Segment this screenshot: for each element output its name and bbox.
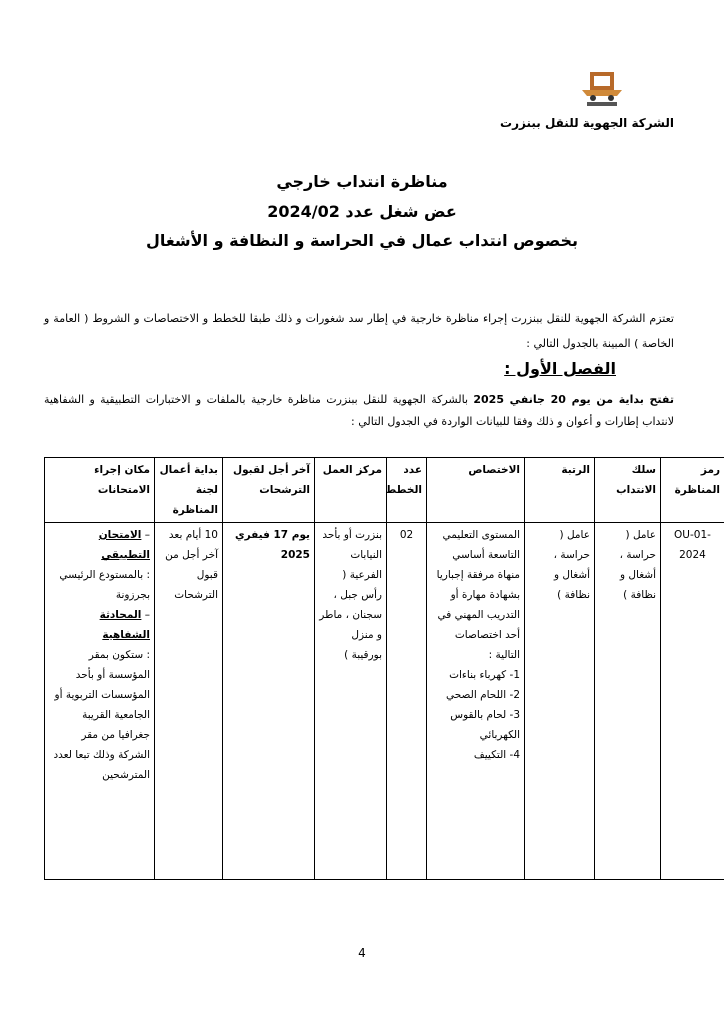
cell-exam-place: – الامتحان التطبيقي : بالمستودع الرئيسي بجرزونة – المحادثة الشفاهية : ستكون بمقر المؤسسة أو بأحد المؤسسات التربوية أو الجامعية القريبة جغرافيا من مقر الشركة وذلك تبعا لعدد المترشحين	[45, 523, 155, 880]
exam-practical-text: : بالمستودع الرئيسي بجرزونة	[59, 569, 150, 601]
cell-grade: عامل ( حراسة ، أشغال و نظافة )	[525, 523, 595, 880]
page-number: 4	[358, 946, 366, 960]
cell-specialty	[427, 523, 525, 880]
header-code: رمز المناظرة	[661, 458, 724, 523]
table-header-row	[45, 458, 724, 523]
opening-date: تفتح بداية من يوم 20 جانفي 2025	[473, 393, 674, 406]
exam-oral-text: : ستكون بمقر المؤسسة أو بأحد المؤسسات التربوية أو الجامعية القريبة جغرافيا من مقر الشركة وذلك تبعا لعدد المترشحين	[53, 649, 150, 781]
table-row	[45, 523, 724, 880]
header-workplace: مركز العمل	[315, 458, 387, 523]
cell-count: 02	[387, 523, 427, 880]
cell-deadline: يوم 17 فيفري 2025	[223, 523, 315, 880]
specialty-item: 3- لحام بالقوس الكهربائي	[450, 709, 520, 741]
specialty-intro: المستوى التعليمي التاسعة أساسي منهاة مرفقة إجباريا بشهادة مهارة أو التدريب المهني في أحد اختصاصات التالية :	[436, 529, 520, 661]
title-subject: بخصوص انتداب عمال في الحراسة و النظافة و الأشغال	[145, 231, 579, 250]
header-grade: الرتبة	[525, 458, 595, 523]
cell-code: OU-01-2024	[661, 523, 724, 880]
header-corps: سلك الانتداب	[595, 458, 661, 523]
header-committee-start: بداية أعمال لجنة المناظرة	[155, 458, 223, 523]
chapter-heading: الفصل الأول :	[504, 359, 616, 378]
header-exam-place: مكان إجراء الامتحانات	[45, 458, 155, 523]
cell-committee-start: 10 أيام بعد آخر أجل من قبول الترشحات	[155, 523, 223, 880]
cell-corps: عامل ( حراسة ، أشغال و نظافة )	[595, 523, 661, 880]
company-name: الشركة الجهوية للنقل ببنزرت	[500, 116, 674, 130]
specialty-item: 1- كهرباء بناءات	[449, 669, 520, 681]
specialty-item: 4- التكييف	[473, 749, 520, 761]
header-deadline: آخر أجل لقبول الترشحات	[223, 458, 315, 523]
exam-oral-title: المحادثة الشفاهية	[99, 609, 150, 641]
company-emblem-icon	[577, 66, 627, 108]
specialty-item: 2- اللحام الصحي	[446, 689, 520, 701]
intro-paragraph: تعتزم الشركة الجهوية للنقل ببنزرت إجراء مناظرة خارجية في إطار سد شغورات و ذلك طبقا للخطط و الاختصاصات و الشروط ( العامة و الخاصة ) المبينة بالجدول التالي :	[44, 312, 674, 350]
exam-practical-title: الامتحان التطبيقي	[98, 529, 150, 561]
positions-table	[44, 457, 724, 880]
title-competition: مناظرة انتداب خارجي	[276, 172, 448, 191]
cell-workplace: بنزرت أو بأحد النيابات الفرعية ( رأس جبل ، سجنان ، ماطر و منزل بورقيبة )	[315, 523, 387, 880]
header-count: عدد الخطط	[387, 458, 427, 523]
opening-text: بالشركة الجهوية للنقل ببنزرت مناظرة خارجية بالملفات و الاختبارات التطبيقية و الشفاهية لانتداب إطارات و أعوان و ذلك وفقا للبيانات الواردة في الجدول التالي :	[44, 393, 674, 428]
header-specialty: الاختصاص	[427, 458, 525, 523]
title-offer-number: عض شغل عدد 2024/02	[267, 202, 457, 221]
opening-paragraph	[44, 389, 674, 433]
